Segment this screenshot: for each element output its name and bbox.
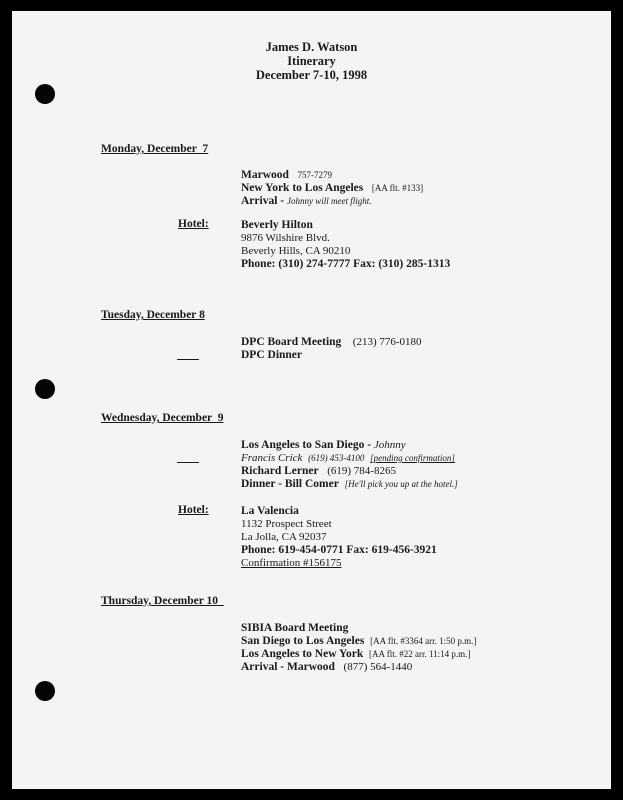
hotel-street: 1132 Prospect Street [241,518,332,530]
event: DPC Board Meeting [241,336,342,348]
event: New York to Los Angeles [241,182,364,194]
punch-hole [35,379,55,399]
event: San Diego to Los Angeles [241,635,365,647]
hotel-phone: Phone: (310) 274-7777 Fax: (310) 285-1313 [241,258,451,270]
day-heading-thursday: Thursday, December 10 [101,595,224,607]
event: Arrival - Marwood [241,661,335,673]
header-dates: December 7-10, 1998 [255,68,368,82]
day-heading-wednesday: Wednesday, December 9 [101,412,224,424]
phone-note: 757-7279 [297,170,333,180]
punch-hole [35,84,55,104]
phone-note: (619) 784-8265 [327,465,396,477]
pending-note: [pending confirmation] [370,453,455,463]
document-header [0,40,623,82]
punch-hole [35,681,55,701]
event: SIBIA Board Meeting [241,622,349,634]
flight-note: [AA flt. #22 arr. 11:14 p.m.] [369,649,471,659]
day-heading-monday: Monday, December 7 [101,143,209,155]
phone-note: (213) 776-0180 [352,336,422,348]
flight-note: [AA flt. #133] [371,183,424,193]
event: Marwood [241,169,289,181]
event: Arrival - [241,195,285,207]
header-name: James D. Watson [265,40,358,54]
event: Richard Lerner [241,465,319,477]
day-heading-tuesday: Tuesday, December 8 [101,309,205,321]
hotel-label: Hotel: [178,218,209,230]
hotel-name: Beverly Hilton [241,219,313,231]
confirmation-number: Confirmation #156175 [241,557,342,569]
phone-note: (619) 453-4100 [308,453,365,463]
event-note: [He'll pick you up at the hotel.] [344,479,458,489]
contact-name: Francis Crick [241,452,303,464]
hotel-city: La Jolla, CA 92037 [241,531,327,543]
blank-time-line [177,462,199,463]
hotel-street: 9876 Wilshire Blvd. [241,232,330,244]
header-title: Itinerary [287,54,336,68]
event: DPC Dinner [241,349,303,361]
event-note: Johnny will meet flight. [286,196,372,206]
event: Los Angeles to San Diego - [241,439,372,451]
blank-time-line [177,359,199,360]
flight-note: [AA flt. #3364 arr. 1:50 p.m.] [370,636,477,646]
phone-note: (877) 564-1440 [343,661,413,673]
event: Los Angeles to New York [241,648,364,660]
event: Dinner - Bill Comer [241,478,339,490]
hotel-city: Beverly Hills, CA 90210 [241,245,351,257]
hotel-name: La Valencia [241,505,299,517]
hotel-label: Hotel: [178,504,209,516]
event-note: Johnny [373,439,406,451]
hotel-phone: Phone: 619-454-0771 Fax: 619-456-3921 [241,544,437,556]
